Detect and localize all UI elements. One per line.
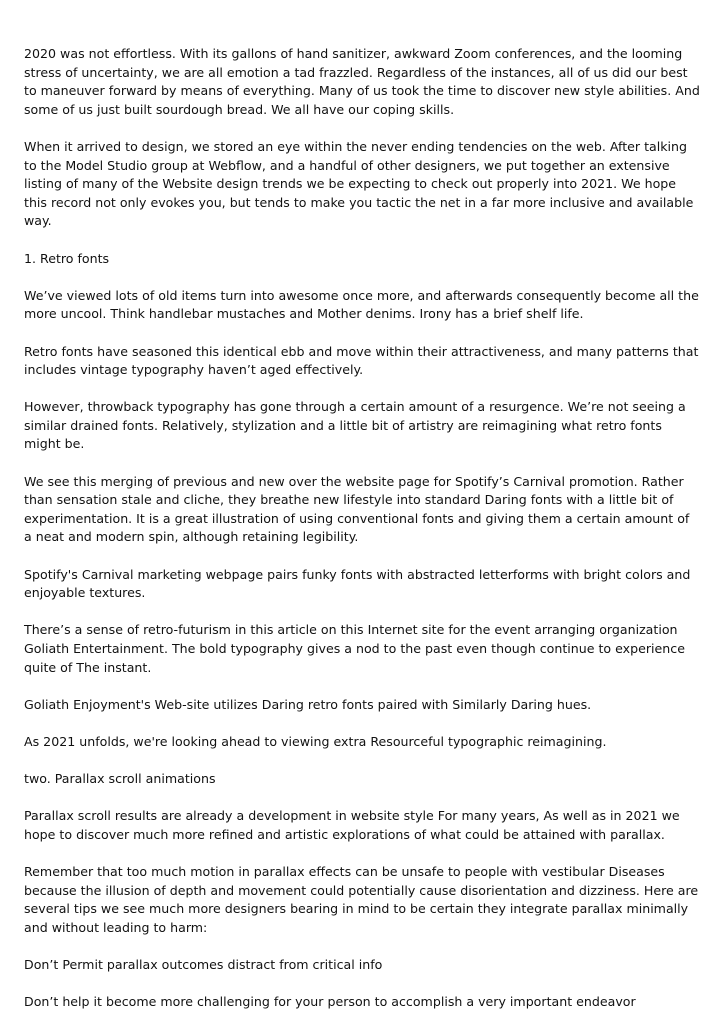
paragraph-design-trends: When it arrived to design, we stored an eye within the never ending tendencies on the web. After talking to the Model Studio group at Webflow, and a handful of other designers, we put together an extensive listing of many of the Website design trends we be expecting to check out properly into 2021. We hope this record not only evokes you, but tends to make you tactic the net in a far more inclusive and available way. [24, 138, 694, 229]
paragraph: Parallax scroll results are already a development in website style For many years, As well as in 2021 we hope to discover much more refined and artistic explorations of what could be attained with parallax. [24, 808, 680, 842]
paragraph: However, throwback typography has gone through a certain amount of a resurgence. We’re not seeing a similar drained fonts. Relatively, stylization and a little bit of artistry are reimagining what retro fonts might be. [24, 399, 686, 452]
paragraph: Don’t help it become more challenging for your person to accomplish a very important endeavor [24, 994, 636, 1010]
paragraph: Retro fonts have seasoned this identical ebb and move within their attractiveness, and many patterns that includes vintage typography haven’t aged effectively. [24, 343, 699, 378]
heading-retro-fonts: 1. Retro fonts [24, 250, 110, 266]
paragraph: We see this merging of previous and new over the website page for Spotify’s Carnival promotion. Rather than sensation stale and cliche, they breathe new lifestyle into standard Daring fonts with a little bit of experimentation. It is a great illustration of using conventional fonts and giving them a certain amount of a neat and modern spin, although retaining legibility. [24, 473, 690, 545]
paragraph: Remember that too much motion in parallax effects can be unsafe to people with vestibular Diseases because the illusion of depth and movement could potentially cause disorientation and dizziness. Here are several tips we see much more designers bearing in mind to be certain they integrate parallax minimally and without leading to harm: [24, 864, 699, 935]
paragraph-intro: 2020 was not effortless. With its gallons of hand sanitizer, awkward Zoom conferences, and the looming stress of uncertainty, we are all emotion a tad frazzled. Regardless of the instances, all of us did our best to maneuver forward by means of everything. Many of us took the time to discover new style abilities. And some of us just built sourdough bread. We all have our coping skills. [24, 46, 700, 117]
heading-parallax: two. Parallax scroll animations [24, 771, 216, 787]
paragraph: There’s a sense of retro-futurism in this article on this Internet site for the event arranging organization Goliath Entertainment. The bold typography gives a nod to the past even though continue to experience quite of The instant. [24, 622, 685, 675]
paragraph: Spotify's Carnival marketing webpage pairs funky fonts with abstracted letterforms with bright colors and enjoyable textures. [24, 566, 691, 601]
paragraph: We’ve viewed lots of old items turn into awesome once more, and afterwards consequently become all the more uncool. Think handlebar mustaches and Mother denims. Irony has a brief shelf life. [24, 287, 699, 322]
paragraph: Goliath Enjoyment's Web-site utilizes Daring retro fonts paired with Similarly Daring hues. [24, 696, 592, 712]
paragraph: Don’t Permit parallax outcomes distract from critical info [24, 957, 383, 973]
document-body [24, 45, 700, 1030]
paragraph: As 2021 unfolds, we're looking ahead to viewing extra Resourceful typographic reimagining. [24, 733, 607, 749]
